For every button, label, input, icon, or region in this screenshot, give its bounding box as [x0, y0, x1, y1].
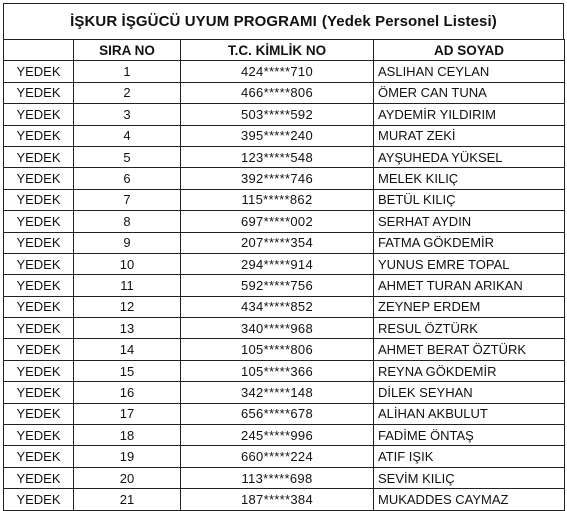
status-cell: YEDEK — [4, 360, 74, 381]
ad-soyad-cell: ÖMER CAN TUNA — [374, 82, 565, 103]
table-row — [4, 360, 565, 381]
sira-no-cell: 19 — [74, 446, 181, 467]
sira-no-cell: 2 — [74, 82, 181, 103]
header-tc-kimlik-no: T.C. KİMLİK NO — [181, 40, 374, 61]
tc-kimlik-cell: 115*****862 — [181, 189, 374, 210]
table-body — [4, 61, 565, 510]
tc-kimlik-cell: 466*****806 — [181, 82, 374, 103]
tc-kimlik-cell: 340*****968 — [181, 318, 374, 339]
sira-no-cell: 8 — [74, 211, 181, 232]
title-subtitle: (Yedek Personel Listesi) — [321, 13, 497, 30]
tc-kimlik-cell: 656*****678 — [181, 403, 374, 424]
sira-no-cell: 5 — [74, 146, 181, 167]
table-row — [4, 489, 565, 510]
status-cell: YEDEK — [4, 425, 74, 446]
status-cell: YEDEK — [4, 253, 74, 274]
tc-kimlik-cell: 592*****756 — [181, 275, 374, 296]
status-cell: YEDEK — [4, 61, 74, 82]
table-row — [4, 61, 565, 82]
table-row — [4, 382, 565, 403]
sira-no-cell: 18 — [74, 425, 181, 446]
header-sira-no: SIRA NO — [74, 40, 181, 61]
tc-kimlik-cell: 434*****852 — [181, 296, 374, 317]
status-cell: YEDEK — [4, 168, 74, 189]
ad-soyad-cell: ASLIHAN CEYLAN — [374, 61, 565, 82]
table-row — [4, 168, 565, 189]
header-ad-soyad: AD SOYAD — [374, 40, 565, 61]
sira-no-cell: 16 — [74, 382, 181, 403]
table-header-row — [4, 40, 565, 61]
table-row — [4, 275, 565, 296]
ad-soyad-cell: RESUL ÖZTÜRK — [374, 318, 565, 339]
sira-no-cell: 9 — [74, 232, 181, 253]
status-cell: YEDEK — [4, 382, 74, 403]
tc-kimlik-cell: 123*****548 — [181, 146, 374, 167]
table-row — [4, 232, 565, 253]
table-row — [4, 467, 565, 488]
sira-no-cell: 3 — [74, 104, 181, 125]
ad-soyad-cell: MURAT ZEKİ — [374, 125, 565, 146]
sira-no-cell: 7 — [74, 189, 181, 210]
status-cell: YEDEK — [4, 296, 74, 317]
reserve-personnel-table — [3, 39, 565, 511]
ad-soyad-cell: AHMET TURAN ARIKAN — [374, 275, 565, 296]
ad-soyad-cell: SERHAT AYDIN — [374, 211, 565, 232]
ad-soyad-cell: SEVİM KILIÇ — [374, 467, 565, 488]
table-row — [4, 446, 565, 467]
ad-soyad-cell: MUKADDES CAYMAZ — [374, 489, 565, 510]
status-cell: YEDEK — [4, 125, 74, 146]
tc-kimlik-cell: 660*****224 — [181, 446, 374, 467]
table-row — [4, 296, 565, 317]
sira-no-cell: 1 — [74, 61, 181, 82]
sira-no-cell: 13 — [74, 318, 181, 339]
sira-no-cell: 17 — [74, 403, 181, 424]
ad-soyad-cell: ALİHAN AKBULUT — [374, 403, 565, 424]
ad-soyad-cell: DİLEK SEYHAN — [374, 382, 565, 403]
ad-soyad-cell: MELEK KILIÇ — [374, 168, 565, 189]
sira-no-cell: 14 — [74, 339, 181, 360]
table-row — [4, 104, 565, 125]
tc-kimlik-cell: 503*****592 — [181, 104, 374, 125]
sira-no-cell: 12 — [74, 296, 181, 317]
header-status — [4, 40, 74, 61]
status-cell: YEDEK — [4, 146, 74, 167]
status-cell: YEDEK — [4, 339, 74, 360]
sira-no-cell: 15 — [74, 360, 181, 381]
tc-kimlik-cell: 294*****914 — [181, 253, 374, 274]
table-row — [4, 318, 565, 339]
tc-kimlik-cell: 113*****698 — [181, 467, 374, 488]
ad-soyad-cell: AHMET BERAT ÖZTÜRK — [374, 339, 565, 360]
table-row — [4, 189, 565, 210]
tc-kimlik-cell: 697*****002 — [181, 211, 374, 232]
tc-kimlik-cell: 395*****240 — [181, 125, 374, 146]
ad-soyad-cell: ZEYNEP ERDEM — [374, 296, 565, 317]
status-cell: YEDEK — [4, 446, 74, 467]
tc-kimlik-cell: 245*****996 — [181, 425, 374, 446]
tc-kimlik-cell: 187*****384 — [181, 489, 374, 510]
table-row — [4, 425, 565, 446]
sira-no-cell: 20 — [74, 467, 181, 488]
ad-soyad-cell: AYDEMİR YILDIRIM — [374, 104, 565, 125]
sira-no-cell: 10 — [74, 253, 181, 274]
table-row — [4, 339, 565, 360]
document-title — [3, 3, 564, 39]
ad-soyad-cell: ATIF IŞIK — [374, 446, 565, 467]
table-row — [4, 82, 565, 103]
ad-soyad-cell: REYNA GÖKDEMİR — [374, 360, 565, 381]
tc-kimlik-cell: 342*****148 — [181, 382, 374, 403]
ad-soyad-cell: FATMA GÖKDEMİR — [374, 232, 565, 253]
status-cell: YEDEK — [4, 275, 74, 296]
status-cell: YEDEK — [4, 232, 74, 253]
table-row — [4, 403, 565, 424]
sira-no-cell: 21 — [74, 489, 181, 510]
sira-no-cell: 6 — [74, 168, 181, 189]
sira-no-cell: 11 — [74, 275, 181, 296]
tc-kimlik-cell: 392*****746 — [181, 168, 374, 189]
tc-kimlik-cell: 105*****806 — [181, 339, 374, 360]
status-cell: YEDEK — [4, 489, 74, 510]
title-main: İŞKUR İŞGÜCÜ UYUM PROGRAMI — [70, 13, 317, 30]
tc-kimlik-cell: 424*****710 — [181, 61, 374, 82]
tc-kimlik-cell: 105*****366 — [181, 360, 374, 381]
status-cell: YEDEK — [4, 318, 74, 339]
table-row — [4, 125, 565, 146]
status-cell: YEDEK — [4, 189, 74, 210]
table-row — [4, 253, 565, 274]
tc-kimlik-cell: 207*****354 — [181, 232, 374, 253]
status-cell: YEDEK — [4, 82, 74, 103]
ad-soyad-cell: YUNUS EMRE TOPAL — [374, 253, 565, 274]
status-cell: YEDEK — [4, 467, 74, 488]
ad-soyad-cell: AYŞUHEDA YÜKSEL — [374, 146, 565, 167]
ad-soyad-cell: BETÜL KILIÇ — [374, 189, 565, 210]
status-cell: YEDEK — [4, 104, 74, 125]
table-row — [4, 146, 565, 167]
table-row — [4, 211, 565, 232]
ad-soyad-cell: FADİME ÖNTAŞ — [374, 425, 565, 446]
status-cell: YEDEK — [4, 211, 74, 232]
sira-no-cell: 4 — [74, 125, 181, 146]
status-cell: YEDEK — [4, 403, 74, 424]
